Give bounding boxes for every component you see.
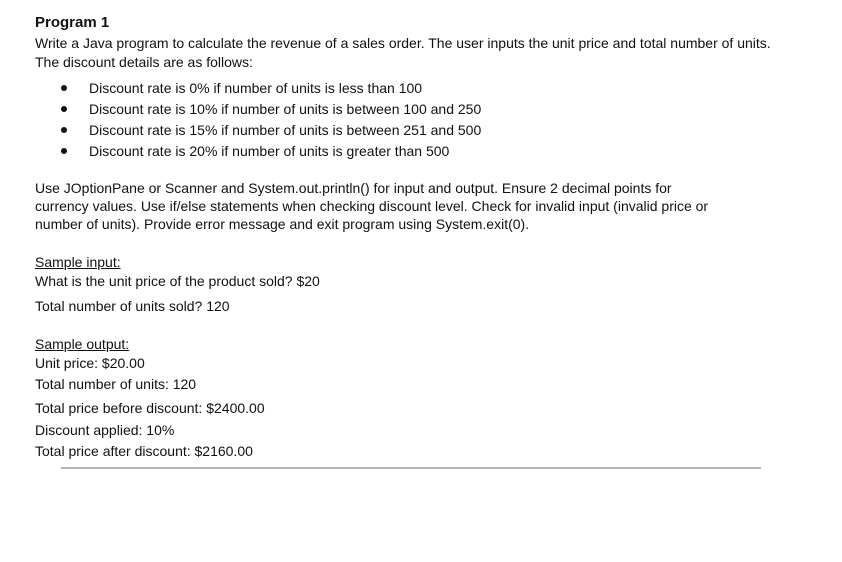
sample-output-section [35,335,825,461]
bullet-icon [61,148,67,154]
bullet-icon [61,85,67,91]
sample-input-line: What is the unit price of the product sold? $20 [35,273,320,289]
sample-output-line: Total number of units: 120 [35,376,197,392]
discount-item-text: Discount rate is 15% if number of units is between 251 and 500 [89,122,482,138]
sample-output-line: Discount applied: 10% [35,422,175,438]
discount-item [35,141,825,162]
discount-list [35,78,825,162]
document-body [35,14,825,461]
sample-input-line: Total number of units sold? 120 [35,298,230,314]
sample-output-line: Total price after discount: $2160.00 [35,443,253,459]
discount-item-text: Discount rate is 0% if number of units is less than 100 [89,80,423,96]
sample-output-heading: Sample output: [35,336,130,352]
sample-output-line: Total price before discount: $2400.00 [35,400,265,416]
discount-item [35,78,825,99]
intro-paragraph: Write a Java program to calculate the revenue of a sales order. The user inputs the unit price and total number of units. The discount details are as follows: [35,35,771,70]
bullet-icon [61,127,67,133]
discount-item [35,99,825,120]
instructions-paragraph: Use JOptionPane or Scanner and System.out.println() for input and output. Ensure 2 decimal points for currency values. Use if/else statements when checking discount level. Check for invalid input (invalid price or number of units). Provide error message and exit program using System.exit(0). [35,180,709,232]
program-title: Program 1 [35,14,110,31]
discount-item-text: Discount rate is 10% if number of units is between 100 and 250 [89,101,482,117]
sample-input-section [35,253,825,317]
bullet-icon [61,106,67,112]
sample-output-line: Unit price: $20.00 [35,355,145,371]
sample-input-heading: Sample input: [35,254,121,270]
horizontal-divider [61,467,761,469]
discount-item [35,120,825,141]
discount-item-text: Discount rate is 20% if number of units is greater than 500 [89,143,450,159]
